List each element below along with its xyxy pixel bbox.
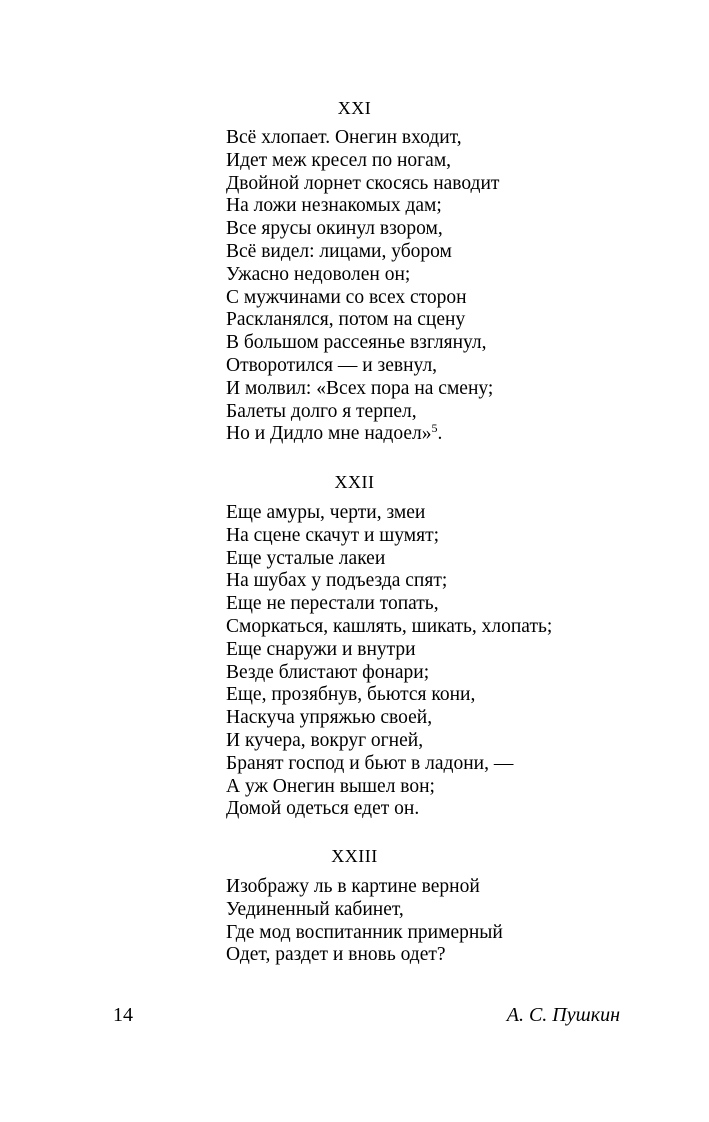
verse-line: На ложи незнакомых дам; xyxy=(226,195,442,217)
verse-line: С мужчинами со всех сторон xyxy=(226,286,467,308)
verse-line: Еще усталые лакеи xyxy=(226,547,386,569)
verse-line: Везде блистают фонари; xyxy=(226,661,430,683)
verse-line-last xyxy=(226,423,666,446)
verse-line: Ужасно недоволен он; xyxy=(226,263,411,285)
verse-line: Отворотился — и зевнул, xyxy=(226,354,438,376)
stanza-xxiii xyxy=(226,876,666,967)
stanza-number: XXI xyxy=(337,98,372,118)
verse-line: Домой одеться едет он. xyxy=(226,798,420,820)
verse-line: Раскланялся, потом на сцену xyxy=(226,309,466,331)
verse-line: А уж Онегин вышел вон; xyxy=(226,775,435,797)
verse-line: Еще амуры, черти, змеи xyxy=(226,502,426,523)
verse-line: Одет, раздет и вновь одет? xyxy=(226,944,446,966)
stanza-xxi xyxy=(226,127,666,446)
verse-line: Двойной лорнет скосясь наводит xyxy=(226,172,500,194)
verse-line: Все ярусы окинул взором, xyxy=(226,218,443,240)
verse-line: Балеты долго я терпел, xyxy=(226,400,417,422)
verse-line: Еще, прозябнув, бьются кони, xyxy=(226,684,476,706)
page-number: 14 xyxy=(113,1004,133,1026)
verse-line: На сцене скачут и шумят; xyxy=(226,524,440,546)
verse-line: В большом рассеянье взглянул, xyxy=(226,332,487,354)
stanza-number: XXII xyxy=(334,472,375,492)
verse-line-tail: . xyxy=(437,423,443,445)
stanza-xxii xyxy=(226,502,666,821)
verse-line: Сморкаться, кашлять, шикать, хлопать; xyxy=(226,615,553,637)
verse-line: Идет меж кресел по ногам, xyxy=(226,149,452,171)
verse-line: Наскуча упряжью своей, xyxy=(226,707,433,729)
stanza-number: XXIII xyxy=(331,846,378,866)
verse-line: И кучера, вокруг огней, xyxy=(226,729,424,751)
verse-line: Всё хлопает. Онегин входит, xyxy=(226,127,462,148)
verse-line-text: Но и Дидло мне надоел» xyxy=(226,423,432,445)
verse-line: И молвил: «Всех пора на смену; xyxy=(226,377,494,399)
verse-line: Изображу ль в картине верной xyxy=(226,876,480,897)
verse-line: Где мод воспитанник примерный xyxy=(226,921,503,943)
verse-line: Всё видел: лицами, убором xyxy=(226,240,452,262)
footnote-reference[interactable]: 5 xyxy=(431,421,438,436)
verse-line: На шубах у подъезда спят; xyxy=(226,570,448,592)
verse-line: Еще снаружи и внутри xyxy=(226,638,416,660)
verse-line: Бранят господ и бьют в ладони, — xyxy=(226,752,514,774)
running-footer-author: А. С. Пушкин xyxy=(506,1004,620,1026)
verse-line: Уединенный кабинет, xyxy=(226,898,404,920)
verse-line: Еще не перестали топать, xyxy=(226,593,439,615)
